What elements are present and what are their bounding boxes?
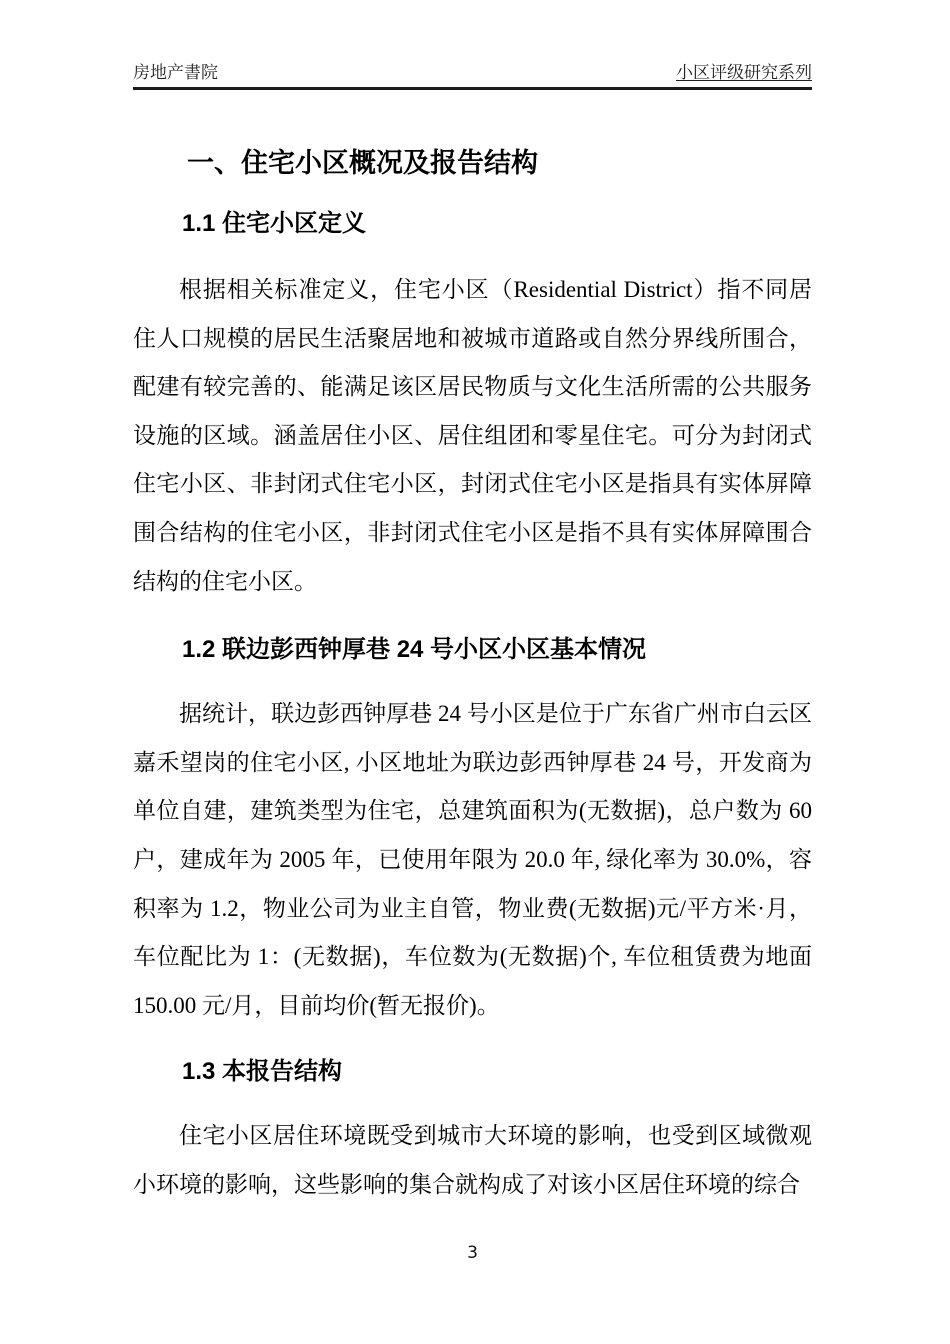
section-heading-1-1: 1.1 住宅小区定义 xyxy=(182,210,367,237)
header-left-text: 房地产書院 xyxy=(133,63,218,82)
document-content xyxy=(133,90,812,1210)
paragraph-definition: 根据相关标准定义，住宅小区（Residential District）指不同居住人口规模的居民生活聚居地和被城市道路或自然分界线所围合，配建有较完善的、能满足该区居民物质与文化生活所需的公共服务设施的区域。涵盖居住小区、居住组团和零星住宅。可分为封闭式住宅小区、非封闭式住宅小区，封闭式住宅小区是指具有实体屏障围合结构的住宅小区，非封闭式住宅小区是指不具有实体屏障围合结构的住宅小区。 xyxy=(133,277,812,594)
paragraph-basic-info: 据统计，联边彭西钟厚巷 24 号小区是位于广东省广州市白云区嘉禾望岗的住宅小区, 小区地址为联边彭西钟厚巷 24 号，开发商为单位自建，建筑类型为住宅，总建筑面积为(无数据)，总户数为 60 户，建成年为 2005 年，已使用年限为 20.0 年, 绿化率为 30.0%，容积率为 1.2，物业公司为业主自管，物业费(无数据)元/平方米·月，车位配比为 1：(无数据)，车位数为(无数据)个, 车位租赁费为地面 150.00 元/月，目前均价(暂无报价)。 xyxy=(133,701,812,1018)
header-right-text: 小区评级研究系列 xyxy=(676,63,812,82)
paragraph-report-structure: 住宅小区居住环境既受到城市大环境的影响，也受到区域微观小环境的影响，这些影响的集合就构成了对该小区居住环境的综合 xyxy=(133,1123,812,1197)
section-heading-1-2: 1.2 联边彭西钟厚巷 24 号小区小区基本情况 xyxy=(182,636,647,664)
section-heading-1-3: 1.3 本报告结构 xyxy=(182,1058,343,1086)
page-footer xyxy=(133,1243,812,1264)
page-header xyxy=(133,0,812,90)
document-title: 一、住宅小区概况及报告结构 xyxy=(187,148,538,178)
page-number: 3 xyxy=(467,1243,478,1263)
